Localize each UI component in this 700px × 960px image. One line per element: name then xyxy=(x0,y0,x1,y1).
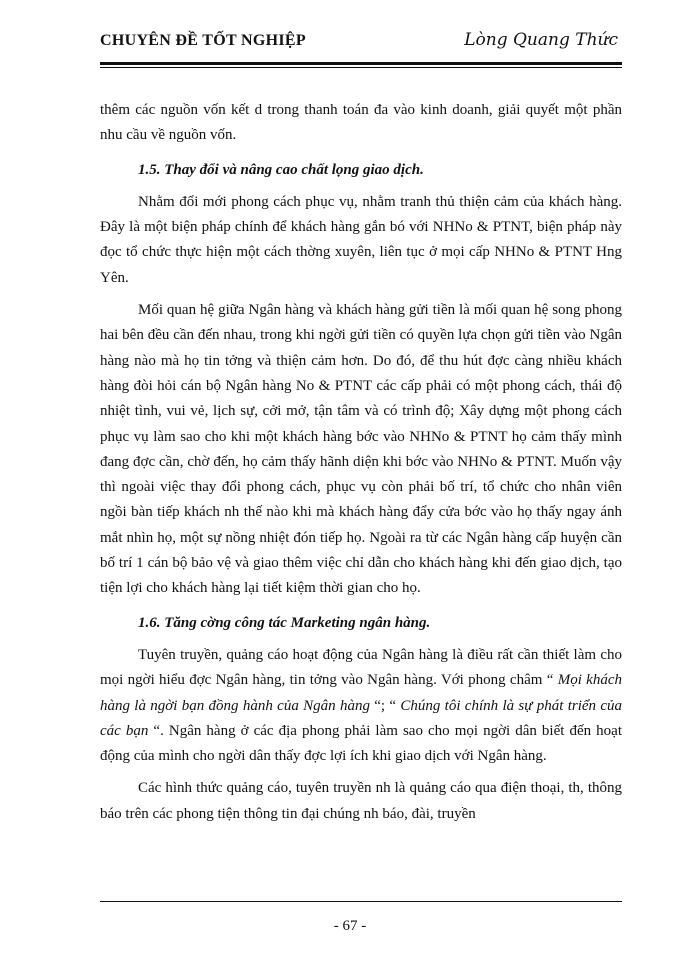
header-divider xyxy=(100,62,622,65)
marketing-text-c: “. Ngân hàng ở các địa phong phải làm sao cho mọi ngời dân biết đến hoạt động của mình cho ngời dân thấy đợc lợi ích khi giao dịch với Ngân hàng. xyxy=(100,722,622,765)
paragraph-service-style: Nhằm đổi mới phong cách phục vụ, nhằm tranh thủ thiện cảm của khách hàng. Đây là một biện pháp chính để khách hàng gắn bó với NHNo & PTNT, biện pháp này đọc tổ chức thực hiện một cách thờng xuyên, liên tục ở mọi cấp NHNo & PTNT Hng Yên. xyxy=(100,193,622,286)
page-header xyxy=(100,30,622,58)
section-heading-1-5: 1.5. Thay đổi và nâng cao chất lọng giao dịch. xyxy=(138,161,424,178)
paragraph-customer-relationship: Mối quan hệ giữa Ngân hàng và khách hàng gửi tiền là mối quan hệ song phong hai bên đều cần đến nhau, trong khi ngời gửi tiền có quyền lựa chọn gửi tiền vào Ngân hàng nào mà họ tin tởng và thiện cảm hơn. Do đó, để thu hút đợc càng nhiều khách hàng đòi hỏi cán bộ Ngân hàng No & PTNT các cấp phải có một phong cách, thái độ nhiệt tình, vui vẻ, lịch sự, cởi mở, tận tâm và có trình độ; Xây dựng một phong cách phục vụ làm sao cho khi một khách hàng bớc vào NHNo & PTNT họ cảm thấy mình đang đợc cần, chờ đến, họ cảm thấy hãnh diện khi bớc vào NHNo & PTNT. Muốn vậy thì ngoài việc thay đổi phong cách, phục vụ còn phải bố trí, tổ chức cho nhân viên ngồi bàn tiếp khách nh thế nào khi mà khách hàng đẩy cửa bớc vào họ thấy ngay ánh mắt nhìn họ, một sự nồng nhiệt đón tiếp họ. Ngoài ra từ các Ngân hàng cấp huyện cần bố trí 1 cán bộ bảo vệ và giao thêm việc chỉ dẫn cho khách hàng khi đến giao dịch, tạo tiện lợi cho khách hàng lại tiết kiệm thời gian cho họ. xyxy=(100,302,622,597)
footer-divider xyxy=(100,901,622,902)
header-divider-thin xyxy=(100,67,622,68)
header-author: Lòng Quang Thức xyxy=(464,30,618,50)
page-number: - 67 - xyxy=(333,918,367,934)
paragraph-advertising-forms: Các hình thức quảng cáo, tuyên truyền nh là quảng cáo qua điện thoại, th, thông báo trên các phong tiện thông tin đại chúng nh báo, đài, truyền xyxy=(100,780,622,822)
marketing-text-b: “; “ xyxy=(369,697,401,714)
document-body xyxy=(100,98,622,827)
slogan-2: Chúng tôi chính là sự phát triển của các bạn xyxy=(100,697,622,739)
paragraph-marketing xyxy=(100,643,622,769)
section-heading-1-6: 1.6. Tăng cờng công tác Marketing ngân hàng. xyxy=(138,614,431,631)
header-title: CHUYÊN ĐỀ TỐT NGHIỆP xyxy=(100,32,306,49)
slogan-1: Mọi khách hàng là ngời bạn đồng hành của Ngân hàng xyxy=(100,672,622,714)
paragraph-continuation: thêm các nguồn vốn kết d trong thanh toán đa vào kinh doanh, giải quyết một phần nhu cầu về nguồn vốn. xyxy=(100,102,622,144)
marketing-text-a: Tuyên truyền, quảng cáo hoạt động của Ngân hàng là điều rất cần thiết làm cho mọi ngời hiểu đợc Ngân hàng, tin tởng vào Ngân hàng. Với phong châm “ xyxy=(100,646,622,689)
